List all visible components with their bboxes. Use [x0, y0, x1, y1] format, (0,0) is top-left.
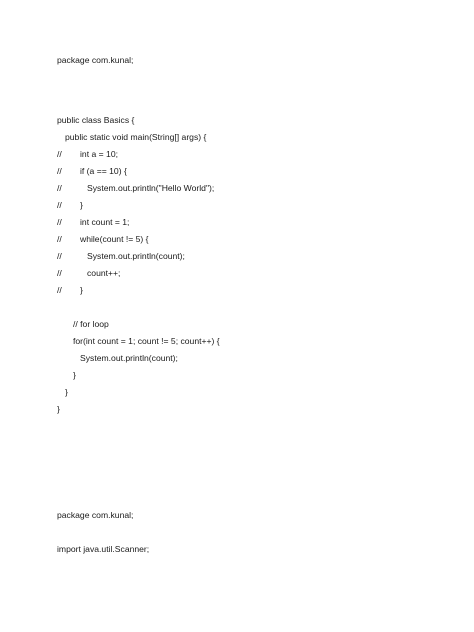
comment-marker: //	[57, 217, 62, 227]
main-method-declaration: public static void main(String[] args) {	[65, 132, 207, 142]
commented-code-line: int a = 10;	[80, 149, 118, 159]
for-loop-close-brace: }	[73, 370, 76, 380]
comment-marker: //	[57, 234, 62, 244]
comment-marker: //	[57, 166, 62, 176]
commented-code-line: if (a == 10) {	[80, 166, 127, 176]
for-loop-header: for(int count = 1; count != 5; count++) {	[73, 336, 220, 346]
commented-code-line: System.out.println(count);	[87, 251, 185, 261]
commented-code-line: }	[80, 200, 83, 210]
comment-marker: //	[57, 251, 62, 261]
import-statement: import java.util.Scanner;	[57, 544, 150, 554]
for-loop-comment: // for loop	[73, 319, 109, 329]
comment-marker: //	[57, 268, 62, 278]
comment-marker: //	[57, 149, 62, 159]
for-loop-body: System.out.println(count);	[80, 353, 178, 363]
commented-code-line: }	[80, 285, 83, 295]
main-close-brace: }	[65, 387, 68, 397]
commented-code-line: count++;	[87, 268, 121, 278]
comment-marker: //	[57, 285, 62, 295]
class-close-brace: }	[57, 404, 60, 414]
comment-marker: //	[57, 200, 62, 210]
commented-code-line: System.out.println("Hello World");	[87, 183, 215, 193]
commented-code-line: int count = 1;	[80, 217, 130, 227]
class-declaration: public class Basics {	[57, 115, 135, 125]
package-statement-2: package com.kunal;	[57, 510, 134, 520]
package-statement: package com.kunal;	[57, 55, 134, 65]
commented-code-line: while(count != 5) {	[80, 234, 149, 244]
comment-marker: //	[57, 183, 62, 193]
